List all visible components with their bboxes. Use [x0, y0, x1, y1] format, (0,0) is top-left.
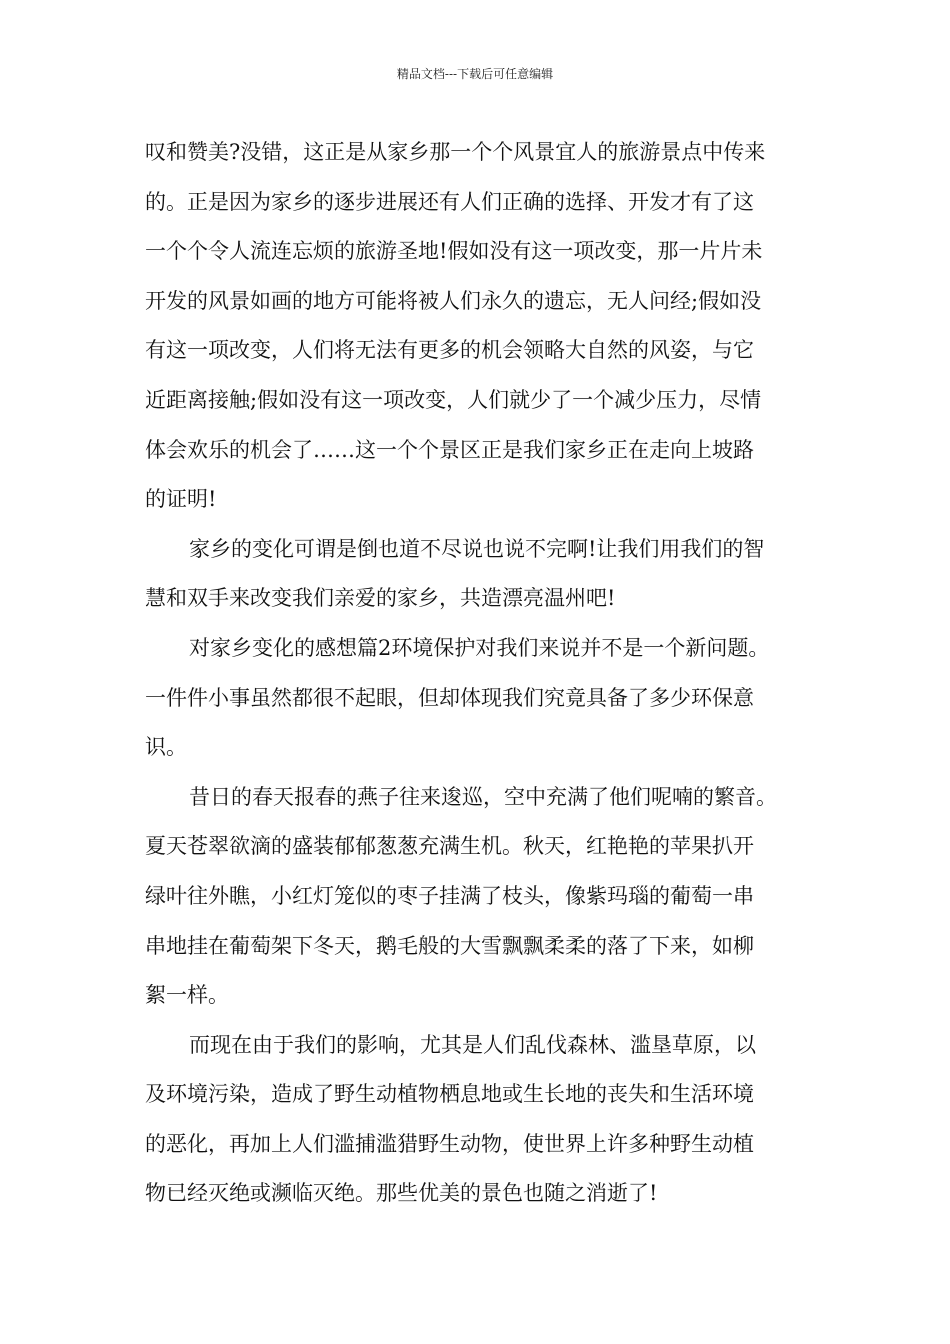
text-line: 的证明! — [145, 487, 217, 512]
text-line: 叹和赞美?没错，这正是从家乡那一个个风景宜人的旅游景点中传来 — [145, 140, 766, 164]
text-line: 物已经灭绝或濒临灭绝。那些优美的景色也随之消逝了! — [145, 1181, 658, 1206]
text-line: 一件件小事虽然都很不起眼，但却体现我们究竟具备了多少环保意 — [145, 685, 754, 710]
paragraph — [145, 128, 825, 525]
text-line: 夏天苍翠欲滴的盛装郁郁葱葱充满生机。秋天，红艳艳的苹果扒开 — [145, 834, 754, 859]
text-line: 近距离接触;假如没有这一项改变，人们就少了一个减少压力，尽情 — [145, 387, 762, 412]
text-line: 一个个令人流连忘烦的旅游圣地!假如没有这一项改变，那一片片未 — [145, 239, 763, 264]
text-line: 絮一样。 — [145, 983, 229, 1008]
paragraph — [145, 773, 825, 1021]
document-body — [145, 128, 825, 1219]
text-line: 家乡的变化可谓是倒也道不尽说也说不完啊!让我们用我们的智 — [189, 536, 765, 561]
text-line: 昔日的春天报春的燕子往来逡巡，空中充满了他们呢喃的繁音。 — [189, 784, 777, 809]
text-line: 的。正是因为家乡的逐步进展还有人们正确的选择、开发才有了这 — [145, 189, 754, 214]
text-line: 绿叶往外瞧，小红灯笼似的枣子挂满了枝头，像紫玛瑙的葡萄一串 — [145, 883, 754, 908]
text-line: 慧和双手来改变我们亲爱的家乡，共造漂亮温州吧! — [145, 586, 616, 611]
paragraph — [145, 525, 825, 624]
text-line: 串地挂在葡萄架下冬天，鹅毛般的大雪飘飘柔柔的落了下来，如柳 — [145, 933, 754, 958]
text-line: 有这一项改变，人们将无法有更多的机会领略大自然的风姿，与它 — [145, 338, 754, 363]
text-line: 识。 — [145, 735, 187, 760]
paragraph — [145, 624, 825, 773]
paragraph — [145, 1021, 825, 1219]
text-line: 体会欢乐的机会了……这一个个景区正是我们家乡正在走向上坡路 — [145, 437, 754, 462]
text-line: 对家乡变化的感想篇2环境保护对我们来说并不是一个新问题。 — [189, 635, 770, 660]
text-line: 及环境污染，造成了野生动植物栖息地或生长地的丧失和生活环境 — [145, 1082, 754, 1107]
text-line: 开发的风景如画的地方可能将被人们永久的遗忘，无人问经;假如没 — [145, 288, 762, 313]
page-header: 精品文档---下载后可任意编辑 — [396, 67, 554, 81]
text-line: 的恶化，再加上人们滥捕滥猎野生动物，使世界上许多种野生动植 — [145, 1131, 754, 1156]
text-line: 而现在由于我们的影响，尤其是人们乱伐森林、滥垦草原，以 — [189, 1032, 756, 1057]
